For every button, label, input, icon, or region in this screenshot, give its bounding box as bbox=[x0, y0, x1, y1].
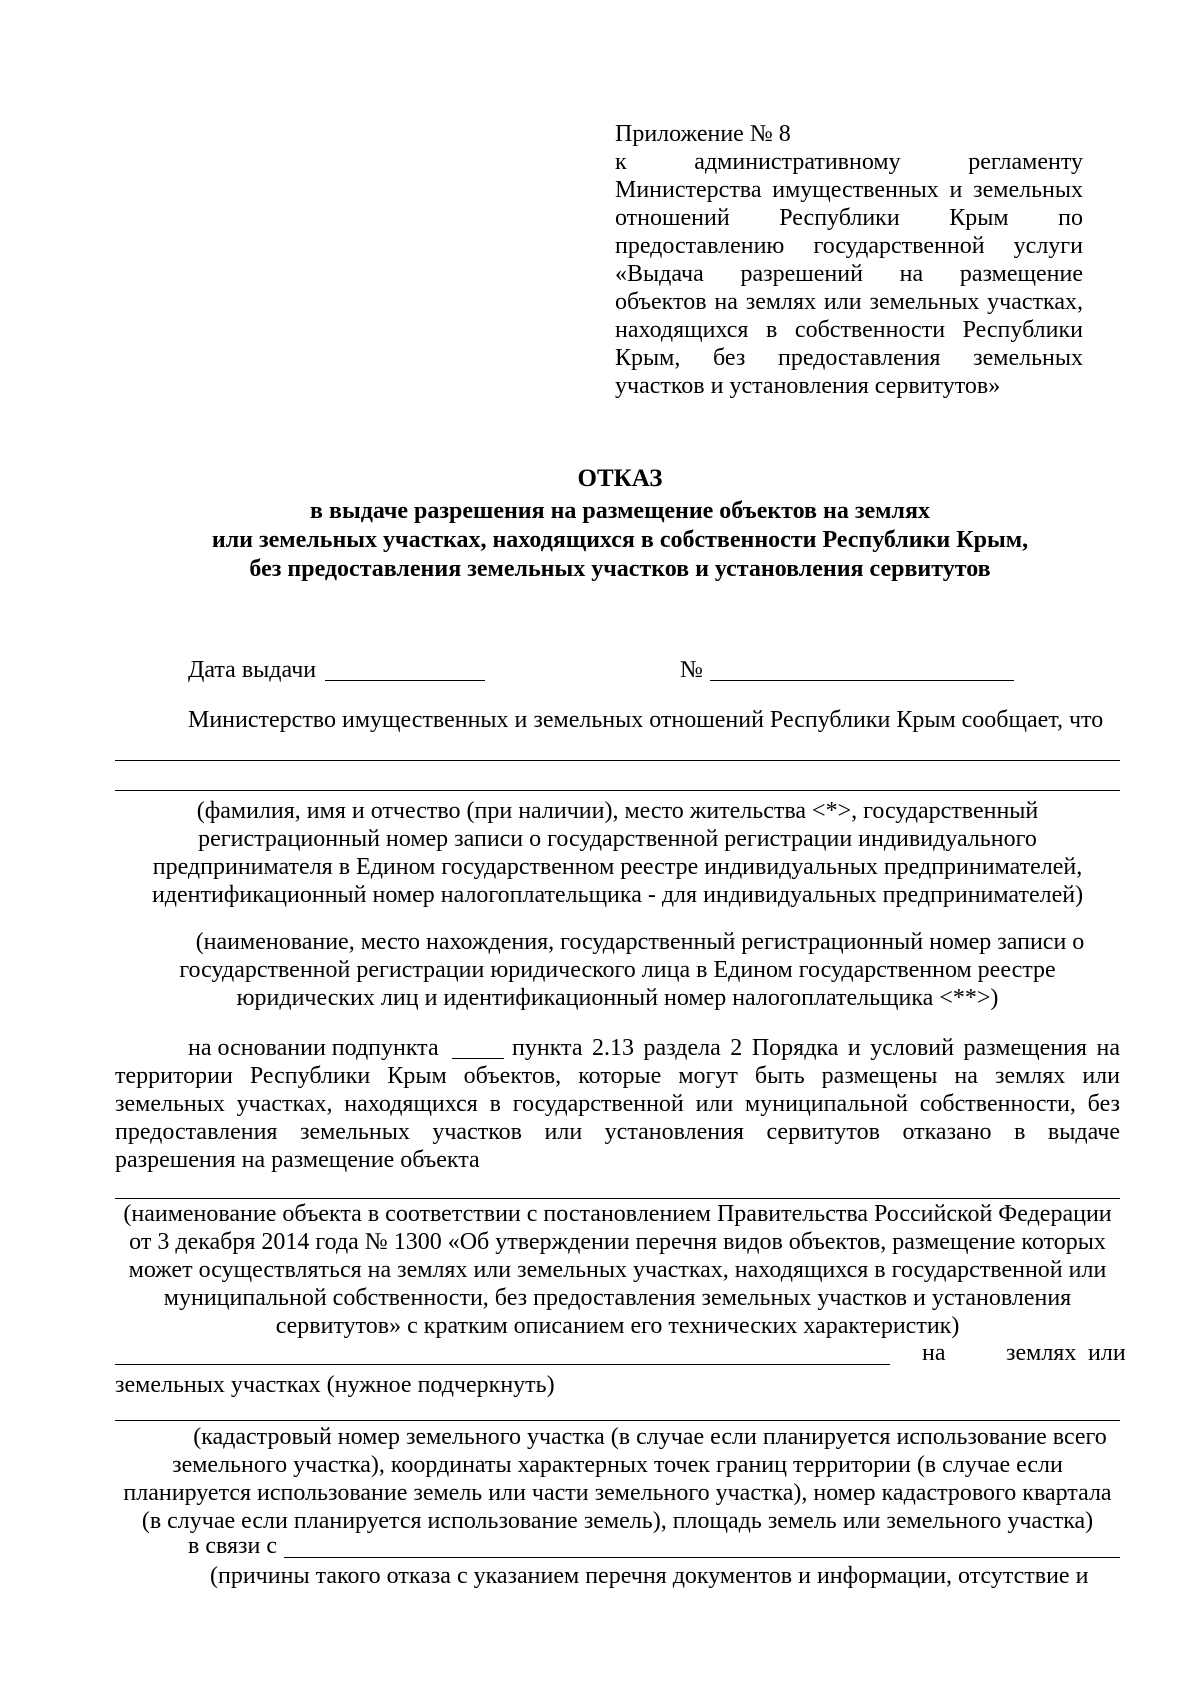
hint-individual-line: идентификационный номер налогоплательщика - для индивидуальных предпринимателей) bbox=[151, 882, 1084, 908]
basis-line: территории Республики Крым объектов, которые могут быть размещены на землях или bbox=[115, 1063, 1120, 1089]
basis-line: предоставления земельных участков или установления сервитутов отказано в выдаче bbox=[115, 1119, 1120, 1145]
hint-cadastre-line: (в случае если планируется использование земель), площадь земель или земельного участка) bbox=[141, 1508, 1094, 1534]
appendix-line: Крым, без предоставления земельных bbox=[615, 345, 1083, 371]
hint-legal-line: государственной регистрации юридического лица в Едином государственном реестре bbox=[179, 957, 1056, 983]
land-choice-text: земельных участках (нужное подчеркнуть) bbox=[115, 1372, 555, 1398]
object-field-line[interactable] bbox=[115, 1198, 1120, 1199]
hint-object-line: от 3 декабря 2014 года № 1300 «Об утверждении перечня видов объектов, размещение которых bbox=[129, 1229, 1106, 1255]
appendix-line: предоставлению государственной услуги bbox=[615, 233, 1083, 259]
reason-field-line[interactable] bbox=[284, 1557, 1120, 1558]
appendix-line: отношений Республики Крым по bbox=[615, 205, 1083, 231]
hint-object-line: муниципальной собственности, без предоставления земельных участков и установления bbox=[163, 1285, 1072, 1311]
document-subtitle-line: или земельных участках, находящихся в собственности Республики Крым, bbox=[211, 527, 1029, 553]
intro-text: Министерство имущественных и земельных отношений Республики Крым сообщает, что bbox=[188, 707, 1104, 733]
land-word: на bbox=[922, 1340, 946, 1366]
document-subtitle-line: без предоставления земельных участков и установления сервитутов bbox=[249, 556, 991, 582]
hint-object-line: может осуществляться на землях или земельных участках, находящихся в государственной или bbox=[128, 1257, 1107, 1283]
appendix-line: находящихся в собственности Республики bbox=[615, 317, 1083, 343]
land-word: или bbox=[1088, 1340, 1126, 1366]
hint-individual-line: регистрационный номер записи о государственной регистрации индивидуального bbox=[198, 826, 1037, 852]
appendix-line: к административному регламенту bbox=[615, 149, 1083, 175]
appendix-line: «Выдача разрешений на размещение bbox=[615, 261, 1083, 287]
object-extra-field-line[interactable] bbox=[115, 1364, 890, 1365]
basis-prefix: на основании подпункта bbox=[188, 1035, 439, 1061]
hint-legal-line: юридических лиц и идентификационный номер налогоплательщика <**>) bbox=[236, 985, 999, 1011]
hint-individual-line: предпринимателя в Едином государственном реестре индивидуальных предпринимателей, bbox=[152, 854, 1083, 880]
land-word: землях bbox=[1006, 1340, 1077, 1366]
hint-cadastre-line: планируется использование земель или части земельного участка), номер кадастрового квартала bbox=[123, 1480, 1112, 1506]
appendix-line: участков и установления сервитутов» bbox=[615, 373, 1001, 399]
hint-cadastre-line: земельного участка), координаты характерных точек границ территории (в случае если bbox=[172, 1452, 1063, 1478]
appendix-line: объектов на землях или земельных участках, bbox=[615, 289, 1083, 315]
subparagraph-field[interactable] bbox=[452, 1058, 504, 1059]
hint-individual-line: (фамилия, имя и отчество (при наличии), место жительства <*>, государственный bbox=[196, 798, 1039, 824]
issue-date-label: Дата выдачи bbox=[188, 657, 317, 683]
reason-label: в связи с bbox=[188, 1533, 278, 1559]
hint-reason-line: (причины такого отказа с указанием перечня документов и информации, отсутствие и bbox=[210, 1563, 1089, 1589]
applicant-field-line[interactable] bbox=[115, 790, 1120, 791]
hint-object-line: (наименование объекта в соответствии с постановлением Правительства Российской Федерации bbox=[123, 1201, 1112, 1227]
issue-number-label: № bbox=[680, 657, 703, 683]
appendix-line: Министерства имущественных и земельных bbox=[615, 177, 1083, 203]
document-subtitle-line: в выдаче разрешения на размещение объектов на землях bbox=[310, 498, 930, 524]
appendix-block bbox=[615, 120, 1083, 400]
applicant-field-line[interactable] bbox=[115, 760, 1120, 761]
hint-legal-line: (наименование, место нахождения, государственный регистрационный номер записи о bbox=[195, 929, 1085, 955]
basis-line: разрешения на размещение объекта bbox=[115, 1147, 480, 1173]
basis-line: земельных участках, находящихся в государственной или муниципальной собственности, без bbox=[115, 1091, 1120, 1117]
document-title: ОТКАЗ bbox=[577, 465, 663, 492]
hint-object-line: сервитутов» с кратким описанием его технических характеристик) bbox=[275, 1313, 960, 1339]
issue-date-field[interactable] bbox=[325, 680, 485, 681]
appendix-line: Приложение № 8 bbox=[615, 121, 791, 147]
issue-number-field[interactable] bbox=[710, 680, 1014, 681]
basis-suffix: пункта 2.13 раздела 2 Порядка и условий размещения на bbox=[512, 1035, 1120, 1061]
cadastre-field-line[interactable] bbox=[115, 1420, 1120, 1421]
hint-cadastre-line: (кадастровый номер земельного участка (в случае если планируется использование всего bbox=[193, 1424, 1107, 1450]
